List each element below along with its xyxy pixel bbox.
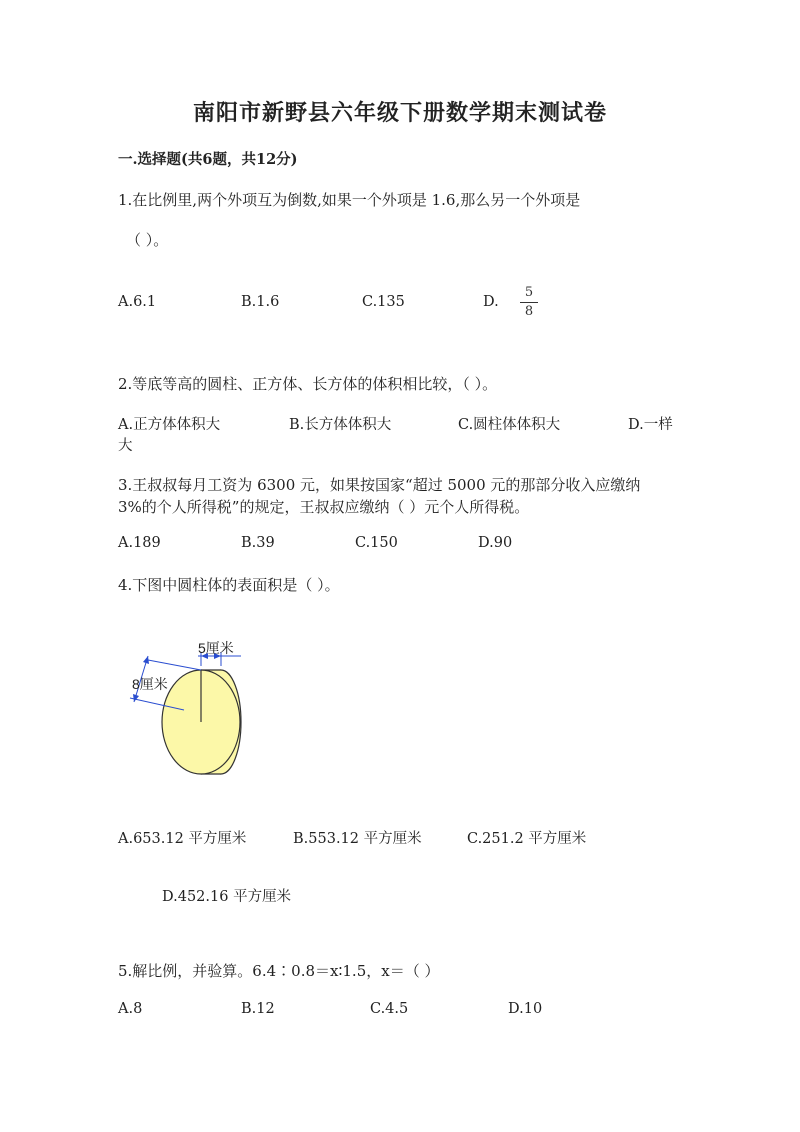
question-5-option-a[interactable]: A.8 — [118, 1001, 143, 1017]
question-2-option-c[interactable]: C.圆柱体体积大 — [458, 417, 561, 433]
question-2-option-d[interactable]: D.一样 — [628, 417, 673, 433]
fraction-denominator: 8 — [524, 304, 534, 319]
question-4-option-d[interactable]: D.452.16 平方厘米 — [162, 889, 292, 905]
question-1-option-a[interactable]: A.6.1 — [118, 294, 157, 310]
cylinder-figure — [118, 628, 258, 792]
question-4-stem: 4.下图中圆柱体的表面积是（ ）。 — [118, 576, 340, 594]
question-3-option-b[interactable]: B.39 — [241, 535, 275, 551]
question-3-stem-line2: 3%的个人所得税”的规定，王叔叔应缴纳（ ）元个人所得税。 — [118, 498, 530, 516]
question-1-stem-line1: 1.在比例里,两个外项互为倒数,如果一个外项是 1.6,那么另一个外项是 — [118, 191, 581, 209]
question-3-option-d[interactable]: D.90 — [478, 535, 513, 551]
fraction-five-eighths — [520, 285, 538, 320]
question-5-option-c[interactable]: C.4.5 — [370, 1001, 409, 1017]
question-1-option-b[interactable]: B.1.6 — [241, 294, 280, 310]
diameter-dimension-line — [148, 660, 201, 670]
cylinder-drawing — [118, 628, 258, 788]
question-3-stem-line1: 3.王叔叔每月工资为 6300 元，如果按国家“超过 5000 元的那部分收入应缴纳 — [118, 476, 641, 494]
question-4-option-c[interactable]: C.251.2 平方厘米 — [467, 831, 587, 847]
fraction-bar — [520, 302, 538, 303]
question-2-stem: 2.等底等高的圆柱、正方体、长方体的体积相比较，（ ）。 — [118, 375, 498, 393]
question-2-option-a[interactable]: A.正方体体积大 — [118, 417, 221, 433]
question-5-stem: 5.解比例，并验算。6.4∶0.8＝x∶1.5，x＝（ ） — [118, 962, 440, 980]
question-2-option-d-wrap: 大 — [118, 438, 133, 454]
question-1-option-c[interactable]: C.135 — [362, 294, 405, 310]
question-2-option-b[interactable]: B.长方体体积大 — [289, 417, 392, 433]
question-1-stem-line2: （ ）。 — [126, 231, 169, 249]
figure-label-diameter: 8厘米 — [132, 676, 168, 692]
fraction-numerator: 5 — [524, 285, 534, 300]
question-4-option-a[interactable]: A.653.12 平方厘米 — [118, 831, 247, 847]
question-3-option-c[interactable]: C.150 — [355, 535, 398, 551]
question-3-option-a[interactable]: A.189 — [118, 535, 161, 551]
page-title: 南阳市新野县六年级下册数学期末测试卷 — [192, 100, 607, 126]
question-1-option-d[interactable]: D. — [483, 294, 499, 310]
figure-label-height: 5厘米 — [198, 640, 234, 656]
question-5-option-d[interactable]: D.10 — [508, 1001, 543, 1017]
question-4-option-b[interactable]: B.553.12 平方厘米 — [293, 831, 422, 847]
section-heading: 一.选择题(共6题，共12分) — [118, 151, 298, 168]
question-5-option-b[interactable]: B.12 — [241, 1001, 275, 1017]
